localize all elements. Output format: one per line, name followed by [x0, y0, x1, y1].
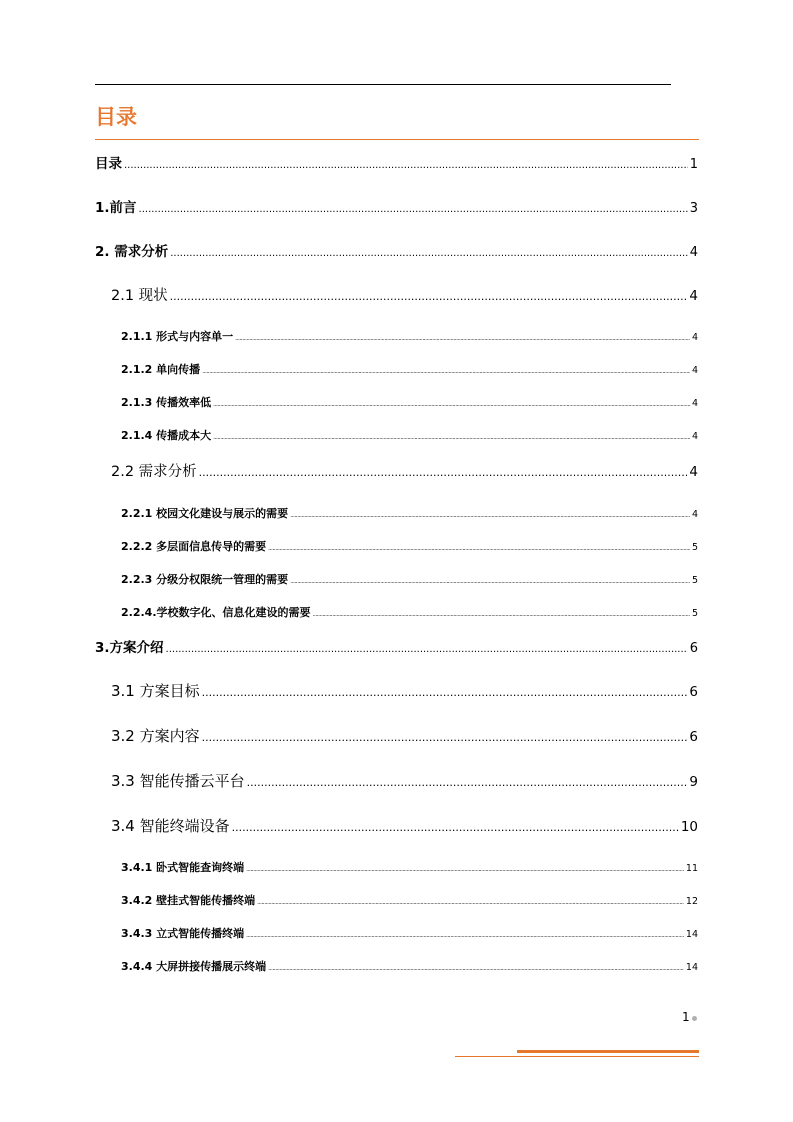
footer-rule-thick	[517, 1050, 699, 1053]
footer-page-number: 1	[682, 1010, 690, 1024]
toc-entry-page: 4	[691, 509, 698, 520]
toc-entry-label: 1.前言	[95, 200, 137, 216]
dot-leader	[166, 644, 688, 655]
title-rule	[95, 139, 699, 140]
toc-entry-page: 14	[685, 929, 698, 940]
toc-entry-label: 3.4.4 大屏拼接传播展示终端	[121, 960, 267, 973]
toc-entry[interactable]	[95, 196, 698, 216]
toc-entry[interactable]	[111, 284, 698, 305]
toc-entry[interactable]	[121, 604, 698, 620]
toc-entry-page: 10	[680, 819, 698, 835]
toc-entry-label: 2.1 现状	[111, 288, 168, 304]
toc-entry-label: 3.4 智能终端设备	[111, 817, 230, 835]
toc-entry-label: 2.2.3 分级分权限统一管理的需要	[121, 573, 289, 586]
toc-entry[interactable]	[121, 859, 698, 875]
toc-entry-page: 14	[685, 962, 698, 973]
dot-leader	[235, 335, 690, 342]
dot-leader	[257, 899, 684, 906]
toc-entry[interactable]	[121, 505, 698, 521]
dot-leader	[213, 434, 690, 441]
toc-entry-label: 3.4.1 卧式智能查询终端	[121, 861, 245, 874]
dot-leader	[246, 932, 684, 939]
toc-entry[interactable]	[121, 958, 698, 974]
toc-entry-page: 4	[691, 365, 698, 376]
toc-title: 目录	[95, 105, 137, 129]
footer-dot-icon	[692, 1016, 697, 1021]
toc-entry[interactable]	[111, 680, 698, 701]
toc-entry-label: 2.1.3 传播效率低	[121, 396, 212, 409]
dot-leader	[290, 578, 690, 585]
toc-entry-page: 4	[689, 288, 698, 304]
toc-entry[interactable]	[121, 571, 698, 587]
toc-entry-page: 6	[689, 641, 698, 656]
dot-leader	[313, 611, 690, 618]
dot-leader	[124, 160, 688, 171]
dot-leader	[139, 204, 688, 215]
dot-leader	[170, 290, 688, 303]
toc-entry-label: 2.2.4.学校数字化、信息化建设的需要	[121, 606, 311, 619]
dot-leader	[290, 512, 690, 519]
toc-entry[interactable]	[121, 427, 698, 443]
toc-entry[interactable]	[111, 725, 698, 746]
toc-entry-label: 2.2 需求分析	[111, 464, 197, 480]
toc-entry-label: 3.2 方案内容	[111, 727, 200, 745]
dot-leader	[247, 776, 688, 789]
toc-entry-page: 4	[691, 332, 698, 343]
toc-entry-page: 5	[691, 575, 698, 586]
dot-leader	[268, 545, 690, 552]
toc-entry-label: 3.1 方案目标	[111, 682, 200, 700]
toc-entry[interactable]	[121, 925, 698, 941]
toc-entry-label: 2. 需求分析	[95, 244, 169, 260]
toc-entry[interactable]	[121, 328, 698, 344]
toc-entry-page: 4	[691, 431, 698, 442]
toc-entry[interactable]	[111, 460, 698, 481]
dot-leader	[213, 401, 690, 408]
toc-entry-page: 4	[689, 464, 698, 480]
dot-leader	[199, 466, 688, 479]
toc-entry-label: 目录	[95, 156, 122, 172]
dot-leader	[202, 686, 688, 699]
toc-entry-label: 3.方案介绍	[95, 640, 164, 656]
toc-entry-label: 2.2.1 校园文化建设与展示的需要	[121, 507, 289, 520]
toc-entry[interactable]	[95, 636, 698, 656]
dot-leader	[170, 248, 687, 259]
toc-entry-label: 2.1.2 单向传播	[121, 363, 201, 376]
dot-leader	[232, 821, 679, 834]
toc-entry-page: 5	[691, 542, 698, 553]
dot-leader	[202, 368, 690, 375]
toc-entry-page: 6	[689, 729, 698, 745]
toc-entry-page: 6	[689, 684, 698, 700]
toc-entry-page: 11	[685, 863, 698, 874]
toc-entry-label: 3.4.3 立式智能传播终端	[121, 927, 245, 940]
toc-entry-page: 4	[689, 245, 698, 260]
dot-leader	[202, 731, 688, 744]
toc-entry-label: 3.4.2 壁挂式智能传播终端	[121, 894, 256, 907]
toc-entry-page: 4	[691, 398, 698, 409]
toc-entry[interactable]	[95, 152, 698, 172]
toc-entry[interactable]	[121, 892, 698, 908]
toc-entry-page: 5	[691, 608, 698, 619]
toc-entry-page: 3	[689, 201, 698, 216]
toc-entry-page: 9	[689, 774, 698, 790]
toc-entry[interactable]	[111, 815, 698, 836]
toc-entry[interactable]	[121, 538, 698, 554]
toc-entry-label: 2.1.1 形式与内容单一	[121, 330, 234, 343]
dot-leader	[246, 866, 684, 873]
toc-entry-label: 2.2.2 多层面信息传导的需要	[121, 540, 267, 553]
dot-leader	[268, 965, 684, 972]
toc-entry-label: 3.3 智能传播云平台	[111, 772, 245, 790]
footer-rule-thin	[455, 1056, 699, 1057]
toc-entry[interactable]	[121, 361, 698, 377]
header-rule	[95, 84, 671, 85]
toc-entry-page: 1	[689, 157, 698, 172]
toc-entry-label: 2.1.4 传播成本大	[121, 429, 212, 442]
toc-entry[interactable]	[95, 240, 698, 260]
toc-entry[interactable]	[121, 394, 698, 410]
toc-entry-page: 12	[685, 896, 698, 907]
toc-entry[interactable]	[111, 770, 698, 791]
